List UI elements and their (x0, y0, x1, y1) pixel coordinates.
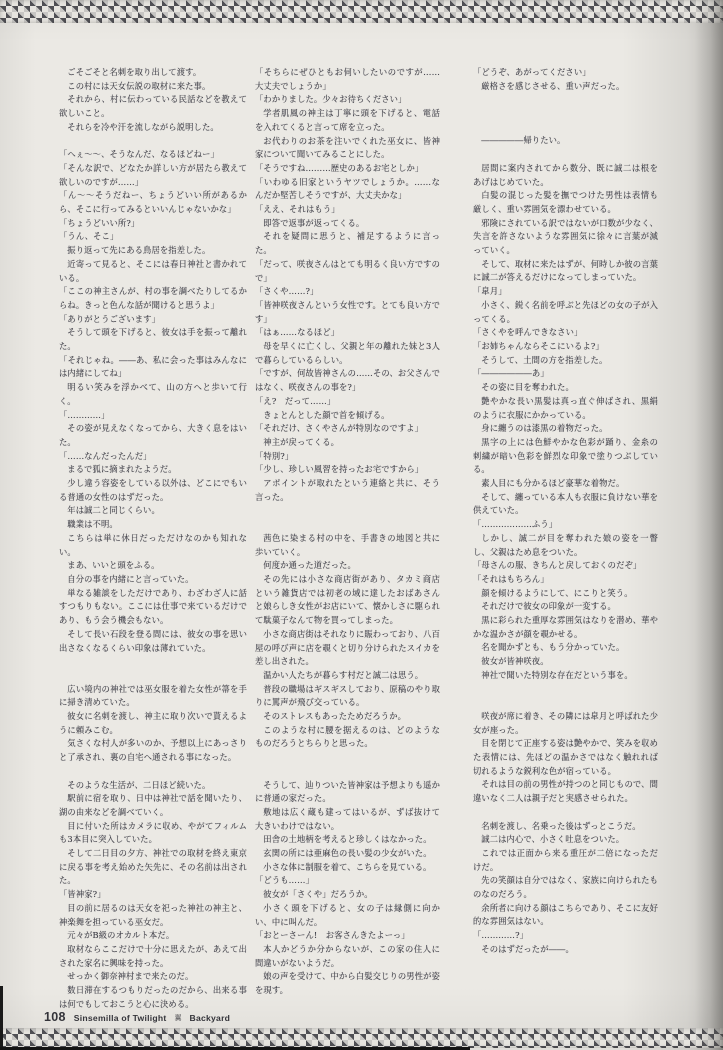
paragraph: 厳格さを感じさせる、重い声だった。 (481, 80, 625, 91)
paragraph-spacer (59, 765, 247, 779)
paragraph: 目を閉じて正座する姿は艶やかで、笑みを収めた表情には、先ほどの温かさではなく触れれば切れるような鋭利な色が宿っている。 (473, 738, 658, 776)
paragraph: 「…………?」 (473, 930, 529, 941)
paragraph: そして、纏っている本人も衣服に負けない華を供えていた。 (473, 491, 658, 516)
page-number: 108 (44, 1010, 66, 1024)
paragraph: 「だって、咲夜さんはとても明るく良い方ですので」 (255, 258, 441, 283)
paragraph: 「ええ、それはもう」 (255, 204, 340, 215)
paragraph: 「どうぞ、あがってください」 (473, 67, 591, 77)
checkered-border-top (0, 0, 723, 23)
paragraph: 顔を傾けるようにして、にこりと笑う。 (481, 587, 633, 598)
paragraph: 「皐月」 (473, 286, 507, 297)
paragraph: 母を早くに亡くし、父親と年の離れた妹と3人で暮らしているらしい。 (255, 341, 440, 365)
paragraph: 「え? だって……」 (255, 395, 336, 406)
paragraph: 「ちょうどいい所?」 (59, 217, 140, 228)
paragraph: 元々がB級のオカルト本だ。 (67, 930, 175, 941)
paragraph: 「ここの神主さんが、村の事を調べたりしてるからね。きっと色んな話が聞けると思うよ」 (59, 286, 247, 310)
paragraph: この村には天女伝説の取材に来た事。 (67, 80, 211, 91)
paragraph: そうして、土間の方を指差した。 (481, 354, 608, 365)
paragraph: 彼女に名刺を渡し、神主に取り次いで貰えるように頼みこむ。 (59, 711, 247, 735)
paragraph: 「それじゃね。――あ、私に会った事はみんなには内緒にしてね」 (59, 354, 247, 379)
paragraph: 学者肌風の神主は丁寧に頭を下げると、電話を入れてくると言って席を立った。 (255, 108, 440, 132)
scan-edge-artifact-left (0, 986, 3, 1050)
paragraph: 「さくやを呼んできなさい」 (473, 327, 583, 338)
paragraph: 名刺を渡し、名乗った後はずっとこうだ。 (481, 820, 641, 831)
paragraph: 「………………ふう」 (473, 519, 558, 530)
paragraph: 素人目にも分かるほど豪華な着物だ。 (481, 478, 625, 489)
paragraph: 「うん、そこ」 (59, 231, 119, 242)
paragraph: このような村に腰を据えるのは、どのようなものだろうとちらりと思った。 (255, 724, 440, 749)
paragraph: 何度か通った道だった。 (263, 560, 356, 571)
paragraph: 黒に彩られた重厚な雰囲気はなりを潜め、華やかな温かさが顔を覗かせる。 (473, 615, 658, 639)
paragraph: 明るい笑みを浮かべて、山の方へと歩いて行く。 (59, 382, 247, 406)
paragraph: 敷地は広く蔵も建ってはいるが、ずば抜けて大きいわけではない。 (255, 806, 440, 831)
text-column-right (473, 66, 658, 971)
paragraph: 普段の職場はギスギスしており、原稿のやり取りに罵声が飛び交っている。 (255, 683, 440, 708)
paragraph: 茜色に染まる村の中を、手書きの地図と共に歩いていく。 (255, 532, 440, 557)
paragraph: 近寄って見ると、そこには春日神社と書かれている。 (59, 258, 247, 283)
paragraph: ごそごそと名刺を取り出して渡す。 (67, 67, 202, 77)
checkered-border-bottom (0, 1028, 723, 1048)
paragraph: 小さな商店街はそれなりに賑わっており、八百屋の呼び声に店を覗くと切り分けられたスイカを差し出された。 (255, 628, 440, 667)
paragraph: 「おとーさーん! お客さんきたよーっ」 (255, 930, 410, 941)
paragraph: これでは正面から来る重圧が二倍になっただけだ。 (473, 847, 658, 872)
paragraph: 「はぁ……なるほど」 (255, 327, 340, 338)
paragraph-spacer (473, 148, 658, 162)
paragraph: 彼女が「さくや」だろうか。 (263, 889, 373, 900)
paragraph: そのはずだったが――。 (481, 943, 574, 954)
paragraph: 「ありがとうございます」 (59, 313, 161, 324)
paragraph-spacer (473, 93, 658, 107)
paragraph: 「へぇ～～、そうなんだ、なるほどねー」 (59, 149, 219, 160)
paragraph: 名を聞かずとも、もう分かっていた。 (481, 642, 625, 653)
paragraph: 小さく、鋭く名前を呼ぶと先ほどの女の子が入ってくる。 (473, 299, 658, 324)
paragraph: そうして、辿りついた皆神家は予想よりも遥かに普通の家だった。 (255, 779, 440, 804)
paragraph-spacer (59, 655, 247, 669)
paragraph: 取材ならここだけで十分に思えたが、あえて出された家名に興味を持った。 (59, 943, 247, 968)
paragraph: 数日滞在するつもりだったのだから、出来る事は何でもしておこうと心に決める。 (59, 985, 247, 1009)
paragraph: そして二日目の夕方、神社での取材を終え東京に戻る事を考え始めた矢先に、その名前は出された。 (59, 848, 247, 886)
paragraph: 「母さんの服、きちんと戻しておくのだぞ」 (473, 560, 642, 571)
paragraph: 先の笑顔は自分ではなく、家族に向けられたものなのだろう。 (473, 875, 658, 900)
paragraph: まるで狐に摘まれたようだ。 (67, 464, 177, 475)
paragraph: 「皆神家?」 (59, 889, 106, 900)
book-title: Sinsemilla of Twilight (73, 1013, 167, 1023)
paragraph-spacer (255, 765, 440, 779)
paragraph: 玄関の所には亜麻色の長い髪の少女がいた。 (263, 848, 432, 859)
paragraph: 気さくな村人が多いのか、予想以上にあっさりと了承され、裏の自宅へ通される事になった。 (59, 738, 247, 763)
paragraph: しかし、誠二が目を奪われた娘の姿を一瞥し、父親はため息をついた。 (473, 532, 658, 557)
paragraph: こちらは単に休日だっただけなのかも知れない。 (59, 532, 247, 557)
paragraph: その姿が見えなくなってから、大きく息をはいた。 (59, 423, 247, 447)
text-column-middle (255, 66, 441, 996)
paragraph: それだけで彼女の印象が一変する。 (481, 601, 616, 612)
paragraph: 「ですが、何故皆神さんの……その、お父さんではなく、咲夜さんの事を?」 (255, 368, 440, 393)
paragraph: 温かい人たちが暮らす村だと誠二は思う。 (263, 669, 424, 680)
paragraph: 身に纏うのは漆黒の着物だった。 (481, 423, 608, 434)
book-subtitle: Backyard (189, 1013, 231, 1023)
paragraph: 「特別?」 (255, 450, 294, 461)
paragraph: 「――――――あ」 (473, 368, 549, 379)
paragraph: ―――――帰りたい。 (481, 135, 566, 146)
paragraph: そして長い石段を登る間には、彼女の事を思い出さなくなるくらい印象は薄れていた。 (59, 628, 247, 653)
paragraph: 振り返って先にある鳥居を指差した。 (67, 245, 211, 256)
paragraph: それを疑問に思うと、補足するように言った。 (255, 231, 440, 256)
page-footer (44, 1010, 230, 1024)
paragraph: きょとんとした顔で首を傾げる。 (263, 409, 390, 420)
paragraph-spacer (255, 518, 440, 532)
paragraph: 彼女が皆神咲夜。 (481, 656, 549, 667)
paragraph: そのストレスもあったためだろうか。 (263, 711, 407, 722)
paragraph: 目に付いた所はカメラに収め、やがてフィルムも3本目に突入していた。 (59, 820, 247, 845)
paragraph-spacer (255, 751, 440, 765)
paragraph: 余所者に向ける顔はこちらであり、そこに友好的な雰囲気はない。 (473, 902, 658, 927)
paragraph: アポイントが取れたという連絡と共に、そう言った。 (255, 478, 440, 502)
paragraph: 「それはもちろん」 (473, 573, 549, 584)
paragraph: 神主が戻ってくる。 (263, 436, 340, 447)
paragraph: 白髪の混じった髪を撫でつけた男性は表情も厳しく、重い雰囲気を漂わせている。 (473, 190, 658, 214)
paragraph: 「そんな訳で、どなたか詳しい方が居たら教えて欲しいのですが……」 (59, 162, 247, 187)
paragraph: 「それだけ、さくやさんが特別なのですよ」 (255, 423, 424, 434)
paragraph: 本人かどうか分からないが、この家の住人に間違いがないようだ。 (255, 943, 440, 968)
title-separator-glyph: 翼 (174, 1015, 182, 1022)
paragraph: 駅前に宿を取り、日中は神社で話を聞いたり、湖の由来などを調べていく。 (59, 793, 247, 817)
paragraph: それから、村に伝わっている民話などを教えて欲しいこと。 (59, 94, 247, 119)
paragraph: それは目の前の男性が持つのと同じもので、間違いなく二人は親子だと実感させられた。 (473, 779, 658, 804)
text-column-left (59, 66, 247, 1009)
paragraph: 居間に案内されてから数分、既に誠二は根をあげはじめていた。 (473, 162, 658, 187)
paragraph-spacer (59, 135, 247, 149)
paragraph: そのような生活が、二日ほど続いた。 (67, 779, 211, 790)
paragraph: 小さく頭を下げると、女の子は縁側に向かい、中に叫んだ。 (255, 902, 440, 927)
paragraph: 黒字の上には色鮮やかな色彩が踊り、金糸の刺繍が暗い色彩を鮮烈な印象で塗りつぶしている。 (473, 436, 658, 475)
paragraph: それらを冷や汗を流しながら説明した。 (67, 121, 219, 132)
paragraph: 咲夜が席に着き、その隣には皐月と呼ばれた少女が座った。 (473, 710, 658, 735)
paragraph: 「お姉ちゃんならそこにいるよ?」 (473, 341, 604, 351)
paragraph: 「いわゆる旧家というヤツでしょうか。……なんだか堅苦しそうですが、大丈夫かな」 (255, 176, 440, 201)
paragraph-spacer (473, 107, 658, 121)
paragraph: そうして頭を下げると、彼女は手を振って離れた。 (59, 327, 247, 352)
paragraph: 広い境内の神社では巫女服を着た女性が箒を手に掃き清めていた。 (59, 683, 247, 708)
paragraph: お代わりのお茶を注いでくれた巫女に、皆神家について聞いてみることにした。 (255, 135, 440, 160)
paragraph: 神社で聞いた特別な存在だという事を。 (481, 669, 633, 680)
paragraph: 「皆神咲夜さんという女性です。とても良い方です」 (255, 299, 440, 324)
paragraph: 「ん～～そうだねー、ちょうどいい所があるから、そこに行ってみるといいんじゃないかな」 (59, 190, 247, 215)
paragraph: 「そうですね………歴史のあるお宅としか」 (255, 162, 424, 173)
paragraph-spacer (59, 669, 247, 683)
paragraph: そして、取材に来たはずが、何時しか彼の言葉に誠二が答えるだけになってしまっていた。 (473, 258, 658, 283)
paragraph: 邪険にされている訳ではないが口数が少なく、失言を許さないような雰囲気に徐々に言葉が減っていく。 (473, 217, 658, 256)
paragraph: 「わかりました。少々お待ちください」 (255, 94, 407, 105)
paragraph: 自分の事を内緒にと言っていた。 (67, 574, 194, 584)
paragraph: 少し違う容姿をしている以外は、どこにでもいる普通の女性のはずだった。 (59, 478, 247, 502)
paragraph-spacer (473, 696, 658, 710)
paragraph: 単なる雑談をしただけであり、わざわざ人に話すつもりもない。ここには仕事で来ているだけであり、もう会う機会もない。 (59, 587, 247, 626)
paragraph: 「さくや……?」 (255, 286, 319, 297)
paragraph: 娘の声を受けて、中から白髪交じりの男性が姿を現す。 (255, 971, 440, 996)
paragraph: 年は誠二と同じくらい。 (67, 505, 160, 516)
paragraph: 「……なんだったんだ」 (59, 450, 152, 461)
paragraph: 即答で返事が返ってくる。 (263, 217, 365, 228)
paragraph: 「そちらにぜひともお伺いしたいのですが……大丈夫でしょうか」 (255, 67, 440, 91)
paragraph: 目の前に居るのは天女を祀った神社の神主と、神楽舞を担っている巫女だ。 (59, 902, 247, 927)
paragraph-spacer (255, 505, 440, 519)
paragraph: 艶やかな長い黒髪は真っ直ぐ伸ばされ、黒絹のように衣服にかかっている。 (473, 395, 658, 420)
paragraph: その先には小さな商店街があり、タカミ商店という雑貨店では初老の域に達したおばあさんと娘らしき女性がお店にいて、懐かしさに駆られて駄菓子なんて物を買ってしまった。 (255, 573, 441, 626)
paragraph: 「少し、珍しい風習を持ったお宅ですから」 (255, 464, 424, 475)
paragraph-spacer (473, 806, 658, 820)
paragraph: 小さな体に制服を着て、こちらを見ている。 (263, 861, 432, 872)
paragraph: せっかく御奈神村まで来たのだ。 (67, 971, 194, 982)
paragraph: 誠二は内心で、小さく吐息をついた。 (481, 834, 625, 845)
paragraph-spacer (473, 683, 658, 697)
paragraph: まあ、いいと頭をふる。 (67, 560, 160, 571)
paragraph: その姿に目を奪われた。 (481, 382, 574, 393)
paragraph-spacer (473, 121, 658, 135)
paragraph: 田舎の土地柄を考えると珍しくはなかった。 (263, 834, 432, 845)
paragraph: 「…………」 (59, 409, 110, 420)
page-gutter-shadow (695, 0, 723, 1050)
paragraph: 職業は不明。 (67, 519, 118, 530)
paragraph: 「どうも……」 (255, 875, 314, 886)
